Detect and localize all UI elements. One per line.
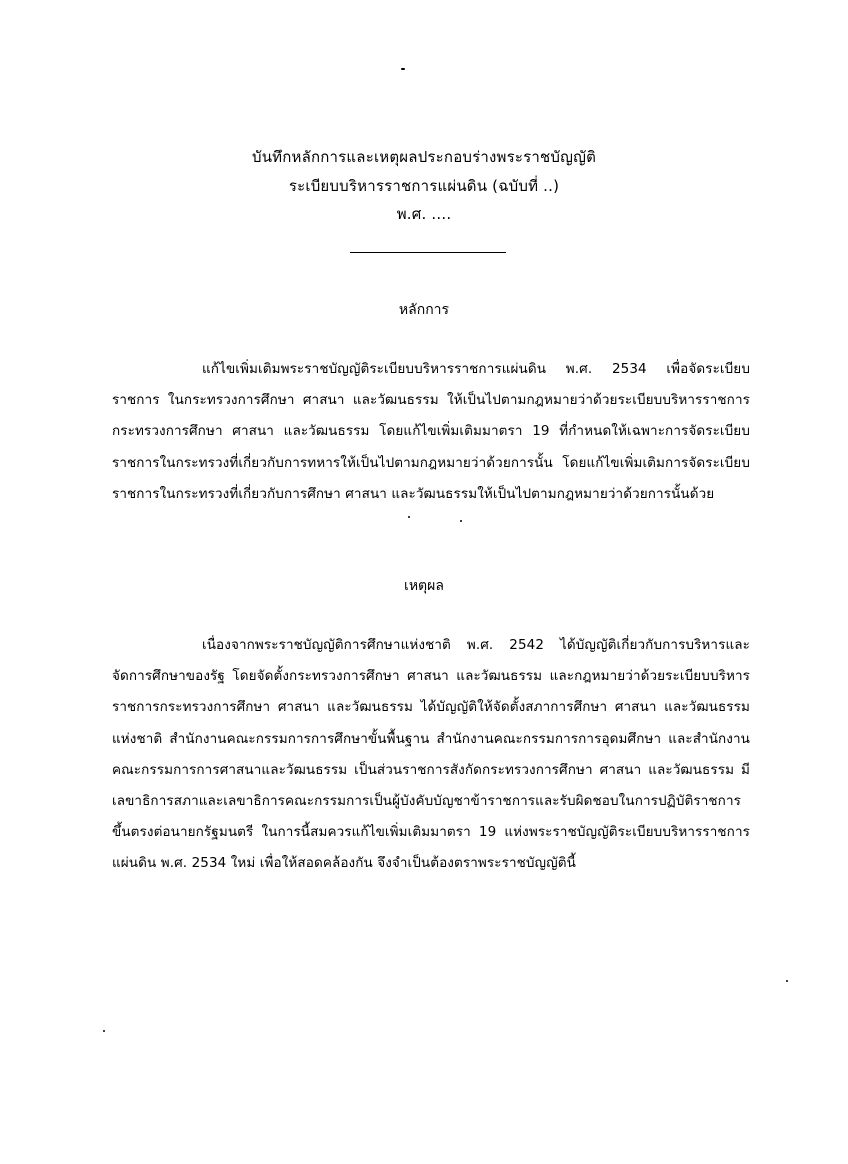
document-title-line-2: ระเบียบบริหารราชการแผ่นดิน (ฉบับที่ ..) [288, 177, 560, 195]
document-title-line-1: บันทึกหลักการและเหตุผลประกอบร่างพระราชบัญญัติ [251, 148, 597, 166]
document-title-line-3: พ.ศ. .... [396, 205, 452, 223]
scan-speck [401, 68, 405, 70]
scan-speck [408, 516, 410, 518]
title-divider [350, 252, 506, 253]
reason-heading: เหตุผล [404, 578, 444, 594]
principle-paragraph: แก้ไขเพิ่มเติมพระราชบัญญัติระเบียบบริหารราชการแผ่นดิน พ.ศ. 2534 เพื่อจัดระเบียบราชการ ในกระทรวงการศึกษา ศาสนา และวัฒนธรรม ให้เป็นไปตามกฎหมายว่าด้วยระเบียบบริหารราชการกระทรวงการศึกษา ศาสนา และวัฒนธรรม โดยแก้ไขเพิ่มเติมมาตรา 19 ที่กำหนดให้เฉพาะการจัดระเบียบราชการในกระทรวงที่เกี่ยวกับการทหารให้เป็นไปตามกฎหมายว่าด้วยการนั้น โดยแก้ไขเพิ่มเติมการจัดระเบียบราชการในกระทรวงที่เกี่ยวกับการศึกษา ศาสนา และวัฒนธรรมให้เป็นไปตามกฎหมายว่าด้วยการนั้นด้วย [112, 361, 750, 502]
reason-paragraph: เนื่องจากพระราชบัญญัติการศึกษาแห่งชาติ พ.ศ. 2542 ได้บัญญัติเกี่ยวกับการบริหารและจัดการศึกษาของรัฐ โดยจัดตั้งกระทรวงการศึกษา ศาสนา และวัฒนธรรม และกฎหมายว่าด้วยระเบียบบริหารราชการกระทรวงการศึกษา ศาสนา และวัฒนธรรม ได้บัญญัติให้จัดตั้งสภาการศึกษา ศาสนา และวัฒนธรรมแห่งชาติ สำนักงานคณะกรรมการการศึกษาขั้นพื้นฐาน สำนักงานคณะกรรมการการอุดมศึกษา และสำนักงานคณะกรรมการการศาสนาและวัฒนธรรม เป็นส่วนราชการสังกัดกระทรวงการศึกษา ศาสนา และวัฒนธรรม มีเลขาธิการสภาและเลขาธิการคณะกรรมการเป็นผู้บังคับบัญชาข้าราชการและรับผิดชอบในการปฏิบัติราชการขึ้นตรงต่อนายกรัฐมนตรี ในการนี้สมควรแก้ไขเพิ่มเติมมาตรา 19 แห่งพระราชบัญญัติระเบียบบริหารราชการแผ่นดิน พ.ศ. 2534 ใหม่ เพื่อให้สอดคล้องกัน จึงจำเป็นต้องตราพระราชบัญญัตินี้ [112, 637, 750, 872]
scan-speck [103, 1030, 105, 1032]
scan-speck [786, 980, 788, 982]
principle-heading: หลักการ [398, 302, 450, 318]
scan-speck [460, 520, 462, 522]
